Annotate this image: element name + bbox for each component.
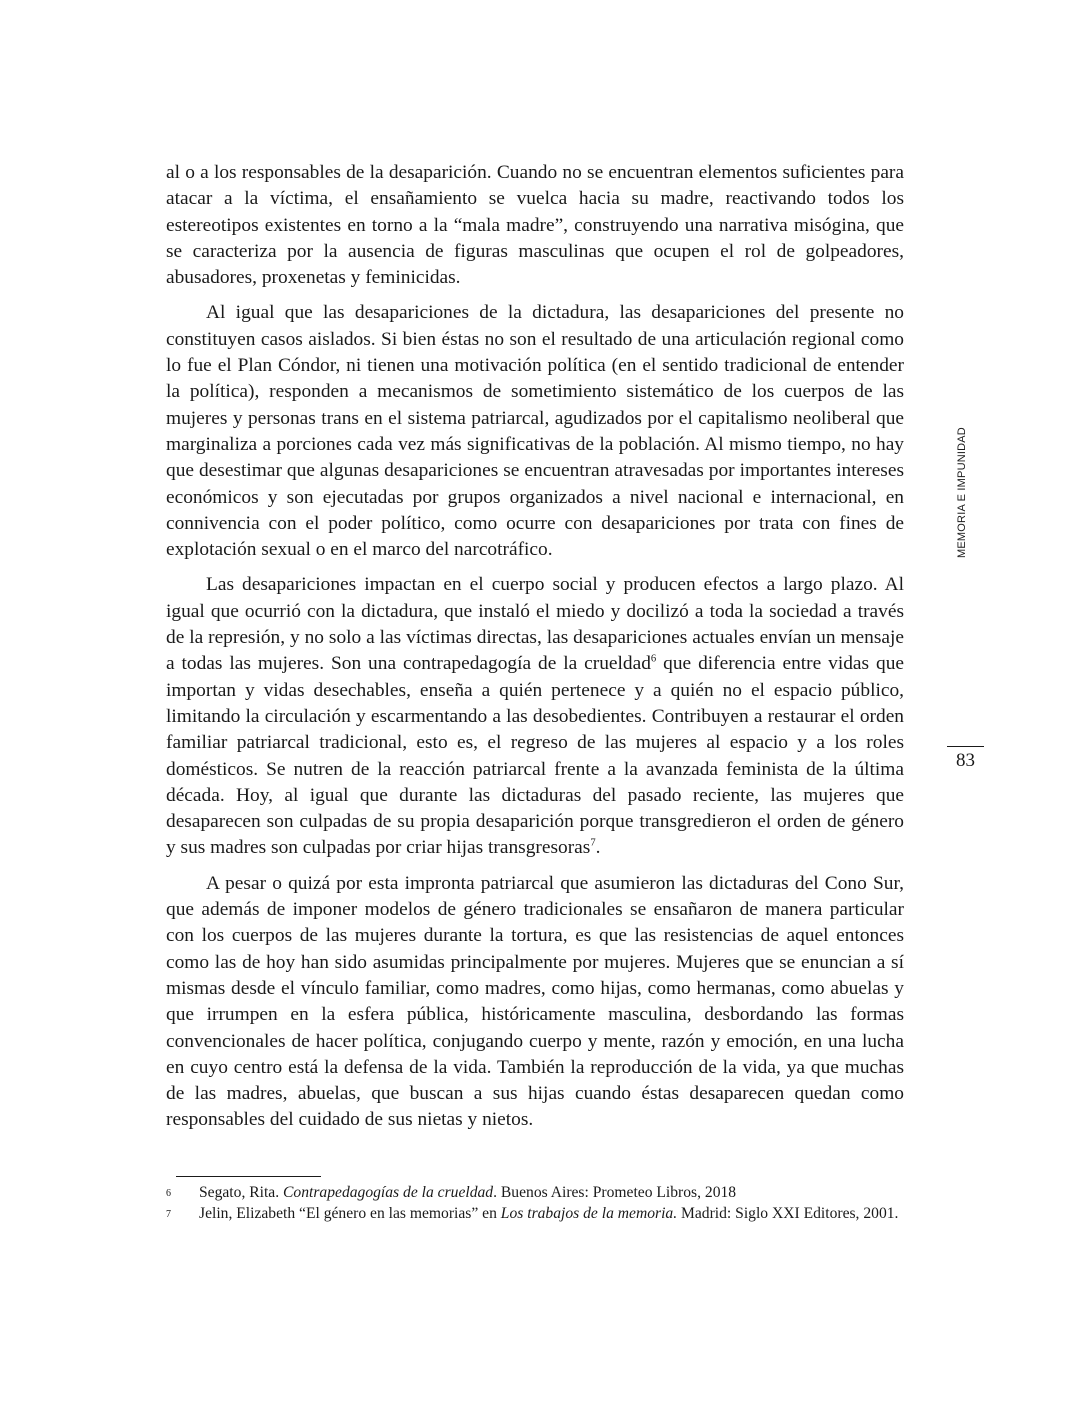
footnote-ref-6[interactable]: 6 xyxy=(650,652,657,665)
paragraph-4: A pesar o quizá por esta impronta patriarcal que asumieron las dictaduras del Cono Sur, que además de imponer modelos de género tradicionales se ensañaron de manera particular con los cuerpos de las mujeres durante la tortura, es que las resistencias de aquel entonces como las de hoy han sido asumidas principalmente por mujeres. Mujeres que se enuncian a sí mismas desde el vínculo familiar, como madres, como hijas, como hermanas, como abuelas y que irrumpen en la esfera pública, históricamente masculina, desbordando las formas convencionales de hacer política, conjugando cuerpo y mente, razón y emoción, en una lucha en cuyo centro está la defensa de la vida. También la reproducción de la vida, ya que muchas de las madres, abuelas, que buscan a sus hijas cuando éstas desaparecen quedan como responsables del cuidado de sus nietas y nietos. xyxy=(166,872,904,1131)
page-number-rule xyxy=(947,746,984,747)
footnote-text: . Buenos Aires: Prometeo Libros, 2018 xyxy=(493,1184,737,1201)
running-header xyxy=(952,420,976,565)
paragraph-3-part-c: . xyxy=(595,837,601,859)
footnote-mark: 7 xyxy=(166,1208,171,1220)
footnote-7 xyxy=(166,1204,904,1225)
footnote-separator xyxy=(176,1176,321,1177)
footnote-book-title: Los trabajos de la memoria. xyxy=(500,1204,678,1222)
paragraph-3-part-a: Las desapariciones impactan en el cuerpo social y producen efectos a largo plazo. Al igual que ocurrió con la dictadura, que instaló el miedo y docilizó a toda la sociedad a través de la represión, y no solo a las víctimas directas, las desapariciones actuales envían un mensaje a todas las mujeres. Son una contrapedagogía de la crueldad xyxy=(166,574,904,675)
footnote-mark: 6 xyxy=(166,1188,171,1199)
page-number: 83 xyxy=(956,750,975,771)
footnote-ref-7[interactable]: 7 xyxy=(590,836,596,849)
paragraph-1: al o a los responsables de la desaparición. Cuando no se encuentran elementos suficientes para atacar a la víctima, el ensañamiento se vuelca hacia su madre, reactivando todos los estereotipos existentes en torno a la “mala madre”, construyendo una narrativa misógina, que se caracteriza por la ausencia de figuras masculinas que ocupen el rol de golpeadores, abusadores, proxenetas y feminicidas. xyxy=(166,162,904,289)
footnote-text: Segato, Rita. xyxy=(199,1184,284,1201)
footnote-text: Jelin, Elizabeth “El género en las memorias” en xyxy=(199,1204,501,1222)
footnote-text: Madrid: Siglo XXI Editores, 2001. xyxy=(677,1204,899,1222)
footnote-6 xyxy=(166,1183,904,1204)
paragraph-2: Al igual que las desapariciones de la dictadura, las desapariciones del presente no constituyen casos aislados. Si bien éstas no son el resultado de una articulación regional como lo fue el Plan Cóndor, ni tienen una motivación política (en el sentido tradicional de entender la política), responden a mecanismos de sometimiento sistemático de los cuerpos de las mujeres y personas trans en el sistema patriarcal, agudizados por el capitalismo neoliberal que marginaliza a porciones cada vez más significativas de la población. Al mismo tiempo, no hay que desestimar que algunas desapariciones se encuentran atravesadas por importantes intereses económicos y son ejecutadas por grupos organizados a nivel nacional e internacional, en connivencia con el poder político, como ocurre con desapariciones por trata con fines de explotación sexual o en el marco del narcotráfico. xyxy=(166,302,904,561)
paragraph-3-part-b: que diferencia entre vidas que importan y vidas desechables, enseña a quién pertenece y a quién no el espacio público, limitando la circulación y escarmentando a las desobedientes. Contribuyen a restaurar el orden familiar patriarcal tradicional, esto es, el regreso de las mujeres al espacio y a los roles domésticos. Se nutren de la reacción patriarcal frente a la avanzada feminista de la última década. Hoy, al igual que durante las dictaduras del pasado reciente, las mujeres que desaparecen son culpadas de su propia desaparición porque transgredieron el orden de género y sus madres son culpadas por criar hijas transgresoras xyxy=(166,653,904,859)
running-header-text: MEMORIA E IMPUNIDAD xyxy=(956,427,968,558)
footnotes xyxy=(166,1183,904,1224)
footnote-book-title: Contrapedagogías de la crueldad xyxy=(283,1184,494,1201)
body-text xyxy=(166,160,904,1143)
paragraph-3 xyxy=(166,572,904,861)
